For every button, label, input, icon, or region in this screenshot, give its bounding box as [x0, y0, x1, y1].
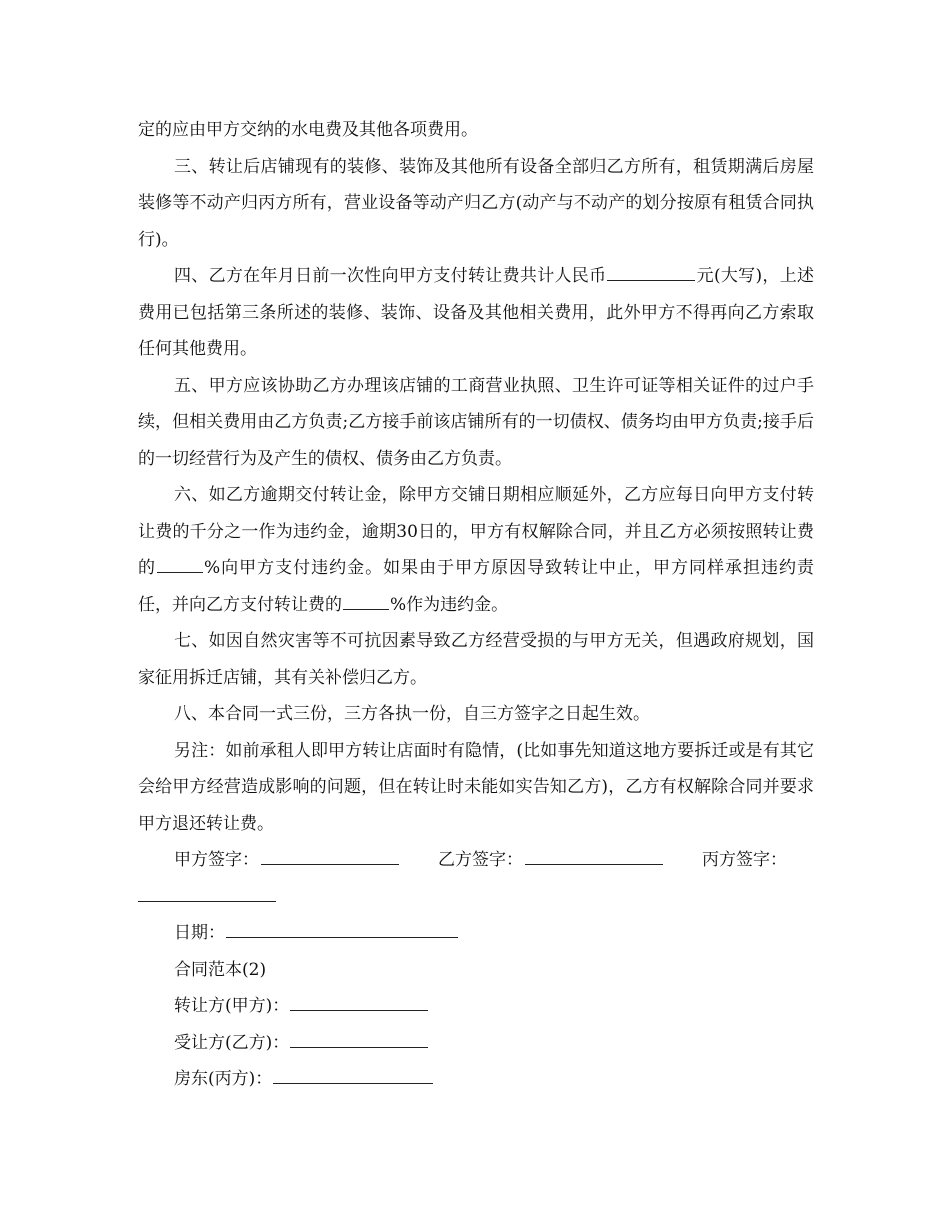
party-c-signature-continuation: [138, 879, 814, 916]
transferee-blank: [290, 1046, 428, 1048]
amount-blank: [607, 279, 695, 281]
clause-4-text-a: 四、乙方在年月日前一次性向甲方支付转让费共计人民币: [174, 266, 607, 286]
clause-6-text-a: 六、如乙方逾期交付转让金，除甲方交铺日期相应顺延外，乙方应每日向甲方支付转让费的千分之一作为违约金，逾期30日的，甲方有权解除合同，并且乙方必须按照转让费的: [138, 485, 814, 578]
party-b-signature: [438, 842, 664, 879]
date-label: 日期：: [174, 923, 225, 943]
paragraph-continuation: [138, 112, 814, 149]
clause-7: [138, 623, 814, 696]
clause-7-text: 七、如因自然灾害等不可抗因素导致乙方经营受损的与甲方无关，但遇政府规划，国家征用拆迁店铺，其有关补偿归乙方。: [138, 631, 814, 688]
party-b-signature-label: 乙方签字：: [438, 850, 523, 870]
transferee-label: 受让方(乙方)：: [174, 1032, 290, 1053]
paragraph-continuation-text: 定的应由甲方交纳的水电费及其他各项费用。: [138, 120, 478, 140]
party-c-signature: [702, 842, 787, 879]
party-a-signature-label: 甲方签字：: [174, 850, 259, 870]
additional-note-text: 另注：如前承租人即甲方转让店面时有隐情，(比如事先知道这地方要拆迁或是有其它会给甲方经营造成影响的问题，但在转让时未能如实告知乙方)，乙方有权解除合同并要求甲方退还转让费。: [138, 740, 814, 834]
percent-blank-1: [157, 571, 203, 573]
landlord-row: [138, 1061, 814, 1098]
party-b-signature-blank: [525, 863, 663, 865]
clause-4-text-b: 元(大写)，上述费用已包括第三条所述的装修、装饰、设备及其他相关费用，此外甲方不得再向乙方索取任何其他费用。: [138, 266, 814, 359]
landlord-blank: [273, 1082, 433, 1084]
sample-heading-text: 合同范本(2): [174, 959, 267, 980]
transferor-row: [138, 988, 814, 1025]
date-blank: [226, 936, 458, 938]
clause-6-text-b: %向甲方支付违约金。如果由于甲方原因导致转让中止，甲方同样承担违约责任，并向乙方支付转让费的: [138, 558, 815, 615]
clause-6: [138, 477, 814, 623]
clause-5: [138, 368, 814, 478]
additional-note: [138, 733, 814, 843]
clause-3: [138, 149, 814, 259]
clause-6-text-c: %作为违约金。: [390, 594, 509, 615]
party-a-signature-blank: [261, 863, 399, 865]
date-row: [138, 915, 814, 952]
clause-3-text: 三、转让后店铺现有的装修、装饰及其他所有设备全部归乙方所有，租赁期满后房屋装修等不动产归丙方所有，营业设备等动产归乙方(动产与不动产的划分按原有租赁合同执行)。: [138, 156, 814, 250]
percent-blank-2: [343, 608, 389, 610]
signature-row: [138, 842, 814, 879]
clause-4: [138, 258, 814, 368]
contract-page: [138, 112, 814, 1098]
transferor-label: 转让方(甲方)：: [174, 996, 290, 1016]
transferor-blank: [290, 1009, 428, 1011]
sample-heading: [138, 952, 814, 989]
clause-5-text: 五、甲方应该协助乙方办理该店铺的工商营业执照、卫生许可证等相关证件的过户手续，但相关费用由乙方负责;乙方接手前该店铺所有的一切债权、债务均由甲方负责;接手后的一切经营行为及产生的债权、债务由乙方负责。: [138, 375, 814, 469]
party-c-signature-blank: [138, 900, 276, 902]
clause-8-text: 八、本合同一式三份，三方各执一份，自三方签字之日起生效。: [174, 704, 650, 724]
party-c-signature-label: 丙方签字：: [702, 850, 787, 870]
landlord-label: 房东(丙方)：: [174, 1069, 273, 1089]
clause-8: [138, 696, 814, 733]
party-a-signature: [174, 842, 400, 879]
transferee-row: [138, 1025, 814, 1062]
